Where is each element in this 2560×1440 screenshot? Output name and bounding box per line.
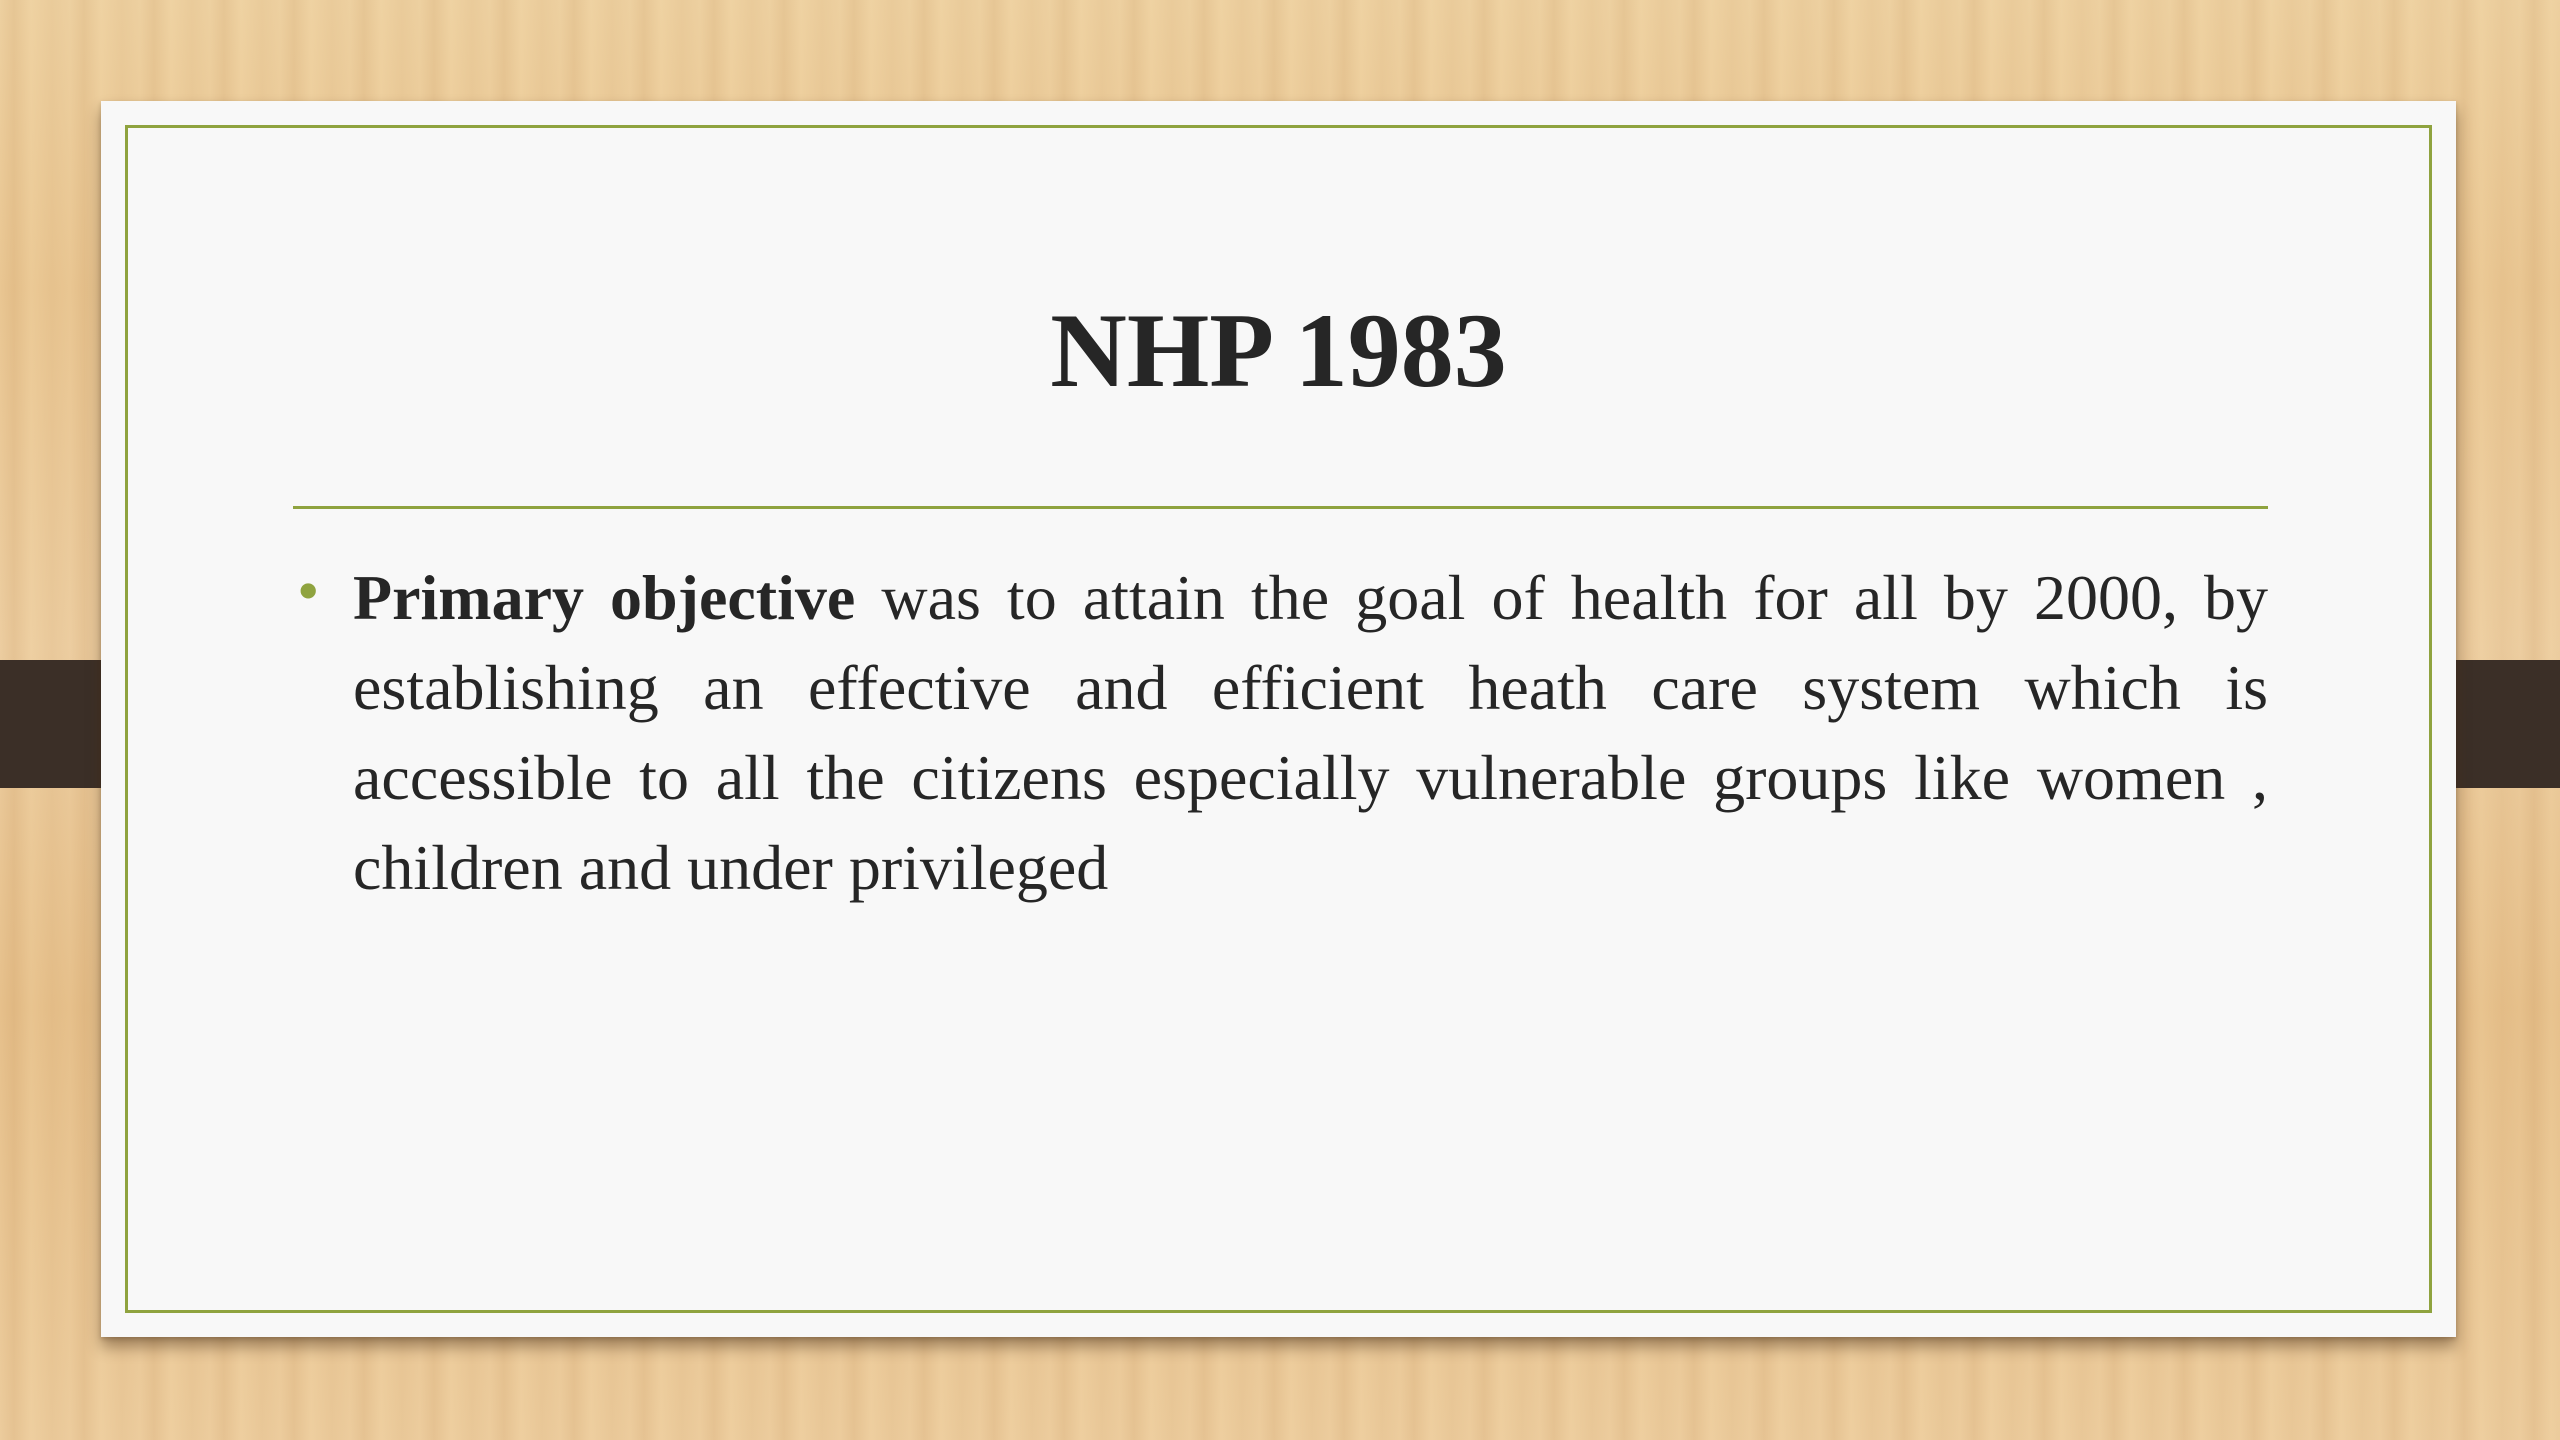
bullet-dot-icon: • xyxy=(297,555,320,626)
bullet-item xyxy=(293,553,2268,913)
slide-card xyxy=(101,101,2456,1337)
slide-title: NHP 1983 xyxy=(1050,292,1507,409)
bullet-list xyxy=(293,553,2268,913)
bullet-bold-lead: Primary objective xyxy=(353,562,856,633)
title-divider xyxy=(293,506,2268,509)
bullet-text: was to attain the goal of health for all by 2000, by establishing an effective and efficient heath care system which is accessible to all the citizens especially vulnerable groups like women , children and under privileged xyxy=(353,562,2269,903)
